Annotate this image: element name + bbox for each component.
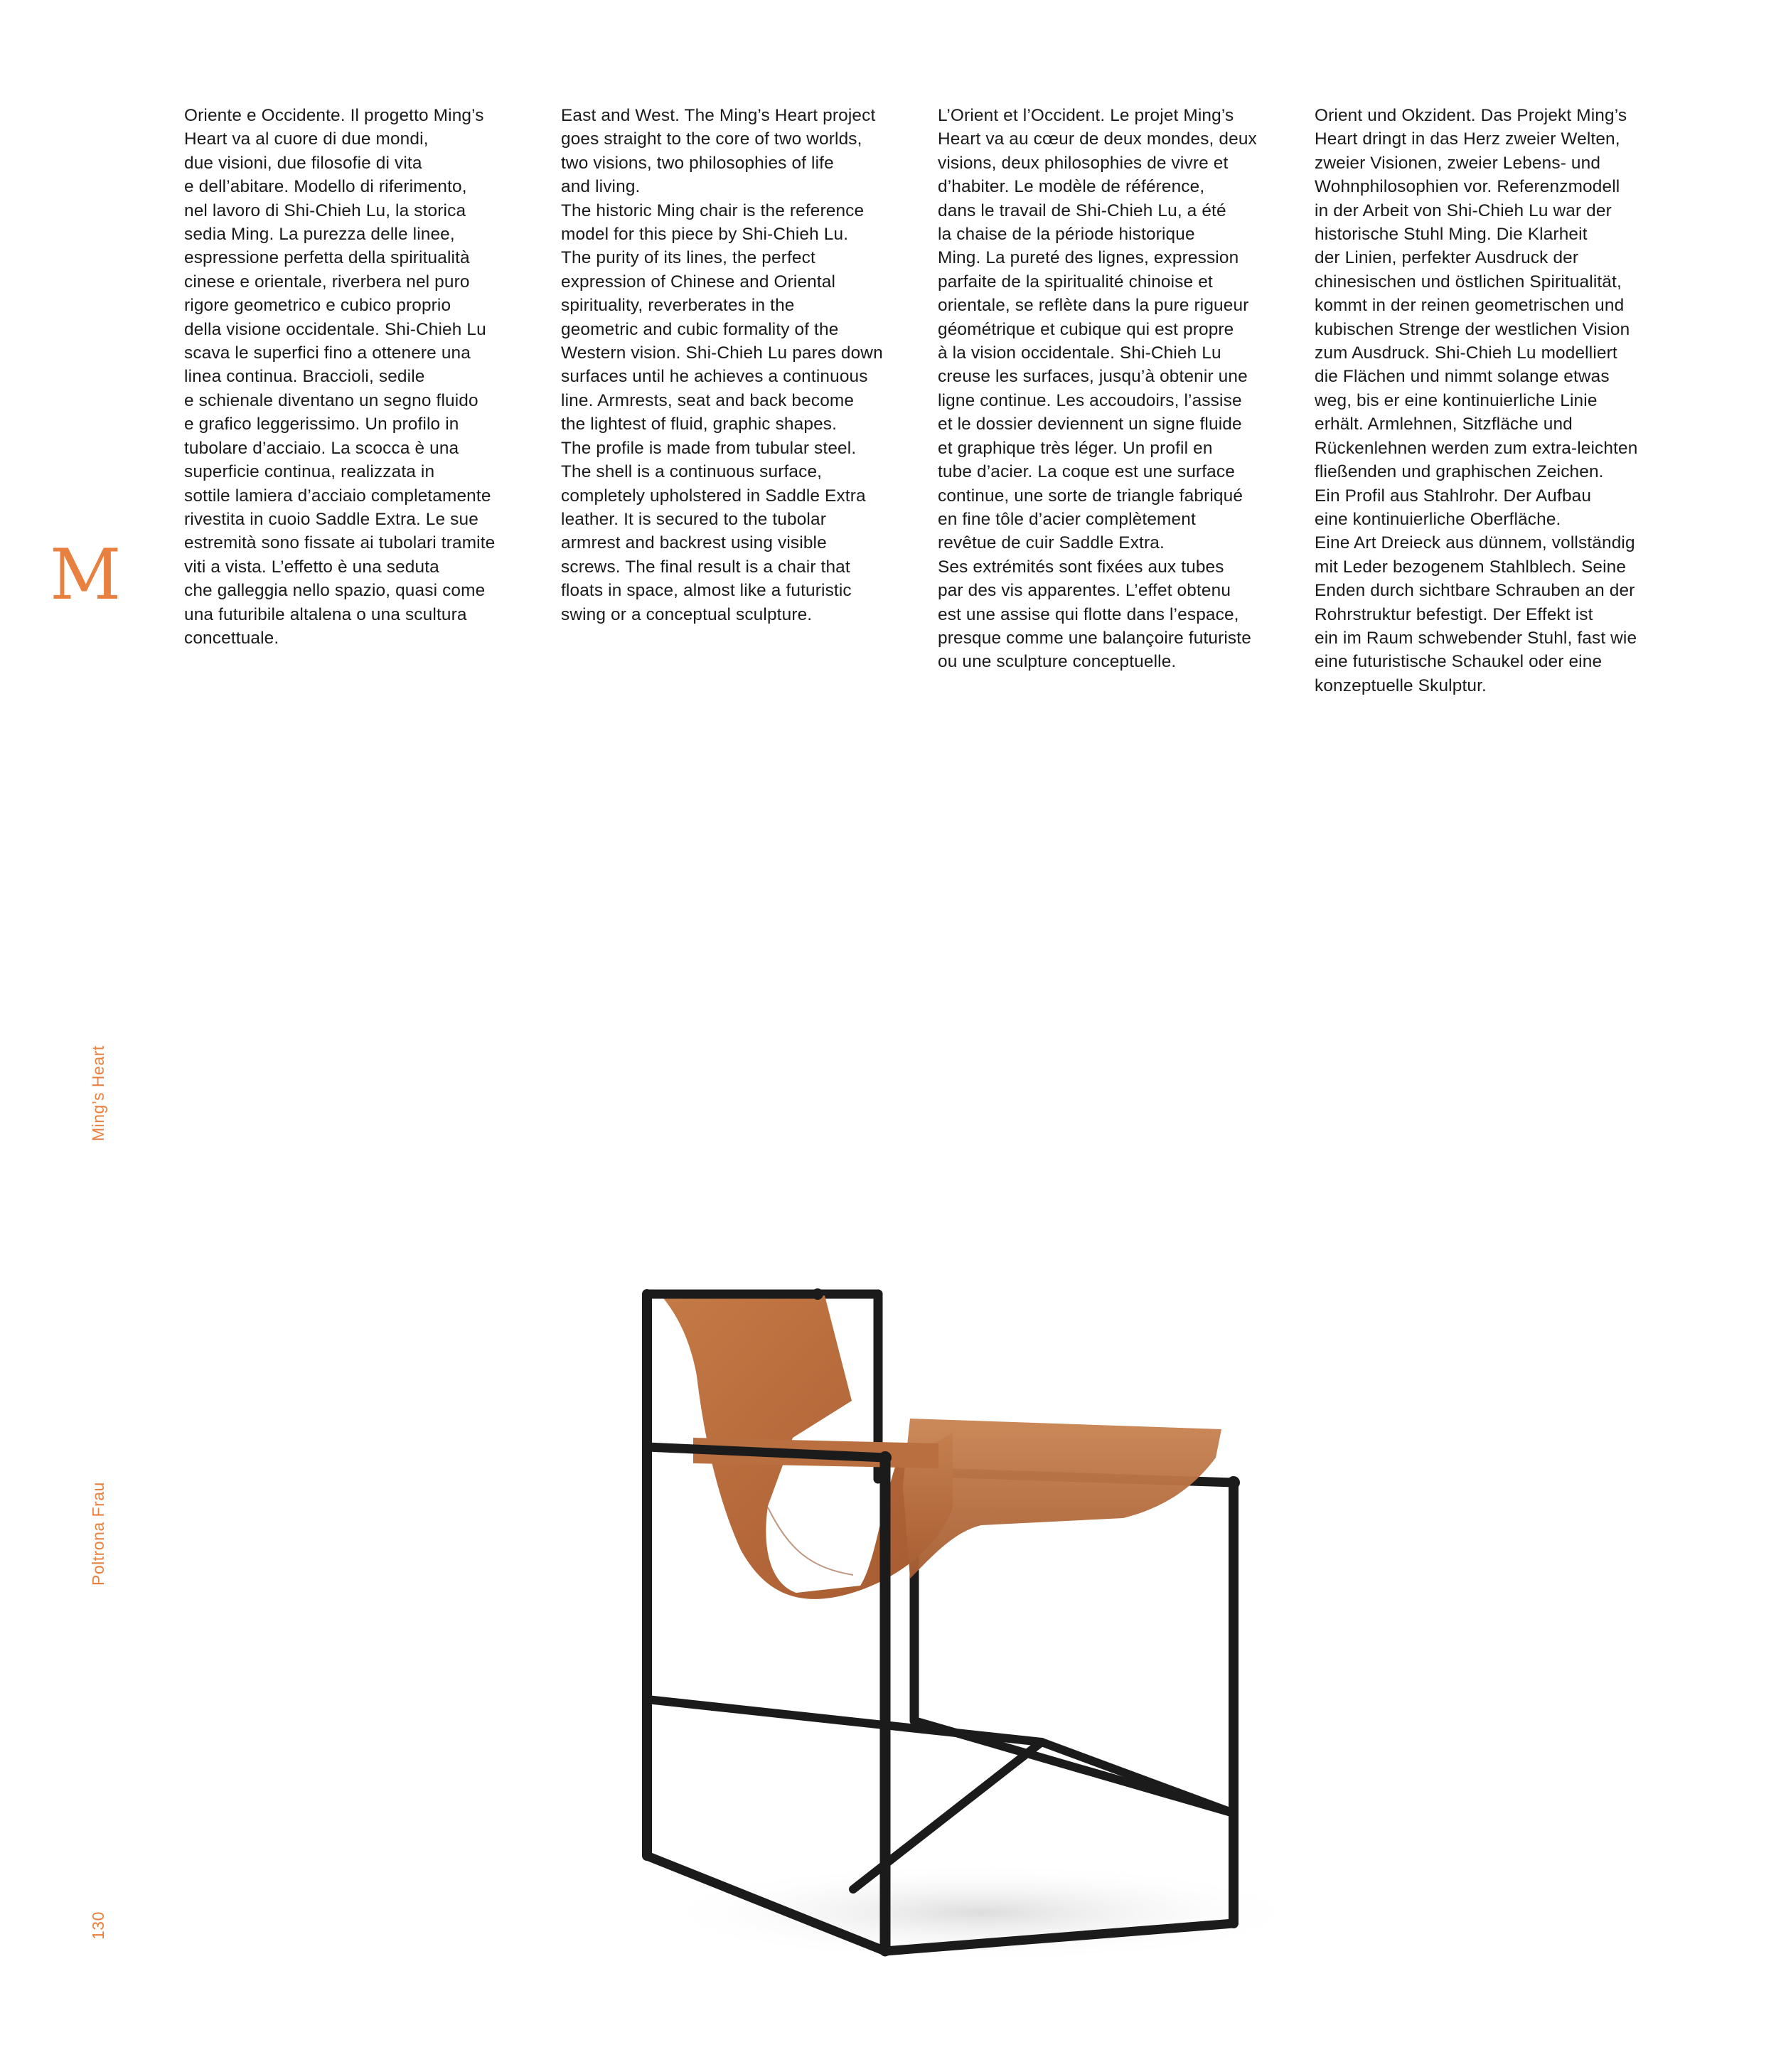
- text-line: zweier Visionen, zweier Lebens- und: [1315, 153, 1601, 173]
- text-line: swing or a conceptual sculpture.: [561, 604, 813, 624]
- text-line: Eine Art Dreieck aus dünnem, vollständig: [1315, 533, 1635, 553]
- text-line: spirituality, reverberates in the: [561, 296, 795, 316]
- text-line: presque comme une balançoire futuriste: [938, 628, 1251, 648]
- text-line: che galleggia nello spazio, quasi come: [184, 581, 486, 601]
- text-line: leather. It is secured to the tubolar: [561, 509, 826, 529]
- text-line: The shell is a continuous surface,: [561, 462, 823, 482]
- text-line: sedia Ming. La purezza delle linee,: [184, 225, 455, 245]
- text-line: historische Stuhl Ming. Die Klarheit: [1315, 225, 1588, 245]
- text-line: the lightest of fluid, graphic shapes.: [561, 415, 838, 434]
- text-line: fließenden und graphischen Zeichen.: [1315, 462, 1604, 482]
- text-line: e grafico leggerissimo. Un profilo in: [184, 415, 459, 434]
- text-line: e schienale diventano un segno fluido: [184, 390, 478, 410]
- chair-leather: [660, 1294, 1221, 1599]
- text-line: est une assise qui flotte dans l’espace,: [938, 604, 1239, 624]
- text-line: completely upholstered in Saddle Extra: [561, 486, 866, 506]
- brand-name-vertical: Poltrona Frau: [89, 1482, 107, 1586]
- text-line: e dell’abitare. Modello di riferimento,: [184, 177, 467, 197]
- text-line: The purity of its lines, the perfect: [561, 248, 815, 268]
- text-line: della visione occidentale. Shi-Chieh Lu: [184, 319, 486, 339]
- text-line: East and West. The Ming’s Heart project: [561, 106, 876, 125]
- text-line: la chaise de la période historique: [938, 225, 1195, 245]
- text-line: visions, deux philosophies de vivre et: [938, 153, 1229, 173]
- text-line: Wohnphilosophien vor. Referenzmodell: [1315, 177, 1620, 197]
- text-line: die Flächen und nimmt solange etwas: [1315, 367, 1610, 387]
- text-line: Rückenlehnen werden zum extra-leichten: [1315, 438, 1638, 458]
- text-line: kubischen Strenge der westlichen Vision: [1315, 319, 1630, 339]
- text-line: and living.: [561, 177, 641, 197]
- text-line: The profile is made from tubular steel.: [561, 438, 857, 458]
- text-line: cinese e orientale, riverbera nel puro: [184, 272, 470, 292]
- text-line: eine kontinuierliche Oberfläche.: [1315, 509, 1561, 529]
- text-line: superficie continua, realizzata in: [184, 462, 435, 482]
- text-line: en fine tôle d’acier complètement: [938, 509, 1196, 529]
- text-column-italian: [184, 104, 540, 650]
- text-line: estremità sono fissate ai tubolari tramite: [184, 533, 496, 553]
- text-line: Western vision. Shi-Chieh Lu pares down: [561, 343, 883, 363]
- text-line: Ses extrémités sont fixées aux tubes: [938, 557, 1224, 577]
- text-line: Heart va al cuore di due mondi,: [184, 129, 429, 149]
- text-line: viti a vista. L’effetto è una seduta: [184, 557, 439, 577]
- text-line: two visions, two philosophies of life: [561, 153, 834, 173]
- text-line: ein im Raum schwebender Stuhl, fast wie: [1315, 628, 1637, 648]
- text-line: surfaces until he achieves a continuous: [561, 367, 868, 387]
- text-line: géométrique et cubique qui est propre: [938, 319, 1234, 339]
- text-line: erhält. Armlehnen, Sitzfläche und: [1315, 415, 1573, 434]
- page-number: 130: [89, 1911, 107, 1940]
- text-line: et graphique très léger. Un profil en: [938, 438, 1213, 458]
- text-line: à la vision occidentale. Shi-Chieh Lu: [938, 343, 1221, 363]
- text-line: rigore geometrico e cubico proprio: [184, 296, 451, 316]
- text-line: ou une sculpture conceptuelle.: [938, 652, 1177, 672]
- text-line: konzeptuelle Skulptur.: [1315, 675, 1487, 695]
- text-line: mit Leder bezogenem Stahlblech. Seine: [1315, 557, 1627, 577]
- text-line: creuse les surfaces, jusqu’à obtenir une: [938, 367, 1248, 387]
- text-line: dans le travail de Shi-Chieh Lu, a été: [938, 201, 1226, 220]
- text-line: una futuribile altalena o una scultura: [184, 604, 467, 624]
- text-line: goes straight to the core of two worlds,: [561, 129, 862, 149]
- text-line: linea continua. Braccioli, sedile: [184, 367, 425, 387]
- text-line: d’habiter. Le modèle de référence,: [938, 177, 1205, 197]
- text-line: rivestita in cuoio Saddle Extra. Le sue: [184, 509, 478, 529]
- text-line: weg, bis er eine kontinuierliche Linie: [1315, 390, 1598, 410]
- text-line: tubolare d’acciaio. La scocca è una: [184, 438, 459, 458]
- text-line: chinesischen und östlichen Spiritualität,: [1315, 272, 1622, 292]
- section-title-vertical: Ming’s Heart: [89, 1045, 107, 1141]
- text-line: der Linien, perfekter Ausdruck der: [1315, 248, 1579, 268]
- text-column-french: [938, 104, 1293, 674]
- text-column-english: [561, 104, 916, 626]
- text-line: concettuale.: [184, 628, 279, 648]
- text-line: zum Ausdruck. Shi-Chieh Lu modelliert: [1315, 343, 1617, 363]
- text-line: Enden durch sichtbare Schrauben an der: [1315, 581, 1635, 601]
- text-line: orientale, se reflète dans la pure rigueur: [938, 296, 1249, 316]
- text-line: Oriente e Occidente. Il progetto Ming’s: [184, 106, 484, 125]
- text-line: Ming. La pureté des lignes, expression: [938, 248, 1239, 268]
- text-line: armrest and backrest using visible: [561, 533, 827, 553]
- text-line: par des vis apparentes. L’effet obtenu: [938, 581, 1231, 601]
- text-line: Ein Profil aus Stahlrohr. Der Aufbau: [1315, 486, 1592, 506]
- text-column-german: [1315, 104, 1670, 698]
- text-line: floats in space, almost like a futuristic: [561, 581, 852, 601]
- text-line: Heart dringt in das Herz zweier Welten,: [1315, 129, 1620, 149]
- text-line: Orient und Okzident. Das Projekt Ming’s: [1315, 106, 1627, 125]
- text-line: L’Orient et l’Occident. Le projet Ming’s: [938, 106, 1234, 125]
- text-line: sottile lamiera d’acciaio completamente: [184, 486, 491, 506]
- text-line: geometric and cubic formality of the: [561, 319, 839, 339]
- text-line: screws. The final result is a chair that: [561, 557, 850, 577]
- text-line: scava le superfici fino a ottenere una: [184, 343, 471, 363]
- text-line: continue, une sorte de triangle fabriqué: [938, 486, 1243, 506]
- chair-photo: [555, 1251, 1301, 1977]
- text-line: parfaite de la spiritualité chinoise et: [938, 272, 1213, 292]
- text-line: Heart va au cœur de deux mondes, deux: [938, 129, 1257, 149]
- text-line: nel lavoro di Shi-Chieh Lu, la storica: [184, 201, 466, 220]
- text-line: tube d’acier. La coque est une surface: [938, 462, 1235, 482]
- text-line: line. Armrests, seat and back become: [561, 390, 855, 410]
- text-line: revêtue de cuir Saddle Extra.: [938, 533, 1165, 553]
- text-line: et le dossier deviennent un signe fluide: [938, 415, 1242, 434]
- text-line: model for this piece by Shi-Chieh Lu.: [561, 225, 849, 245]
- text-line: The historic Ming chair is the reference: [561, 201, 865, 220]
- text-line: espressione perfetta della spiritualità: [184, 248, 470, 268]
- text-line: kommt in der reinen geometrischen und: [1315, 296, 1625, 316]
- text-line: ligne continue. Les accoudoirs, l’assise: [938, 390, 1242, 410]
- text-line: in der Arbeit von Shi-Chieh Lu war der: [1315, 201, 1612, 220]
- text-line: expression of Chinese and Oriental: [561, 272, 836, 292]
- text-line: eine futuristische Schaukel oder eine: [1315, 652, 1603, 672]
- drop-initial: M: [50, 535, 122, 616]
- text-line: due visioni, due filosofie di vita: [184, 153, 422, 173]
- text-line: Rohrstruktur befestigt. Der Effekt ist: [1315, 604, 1593, 624]
